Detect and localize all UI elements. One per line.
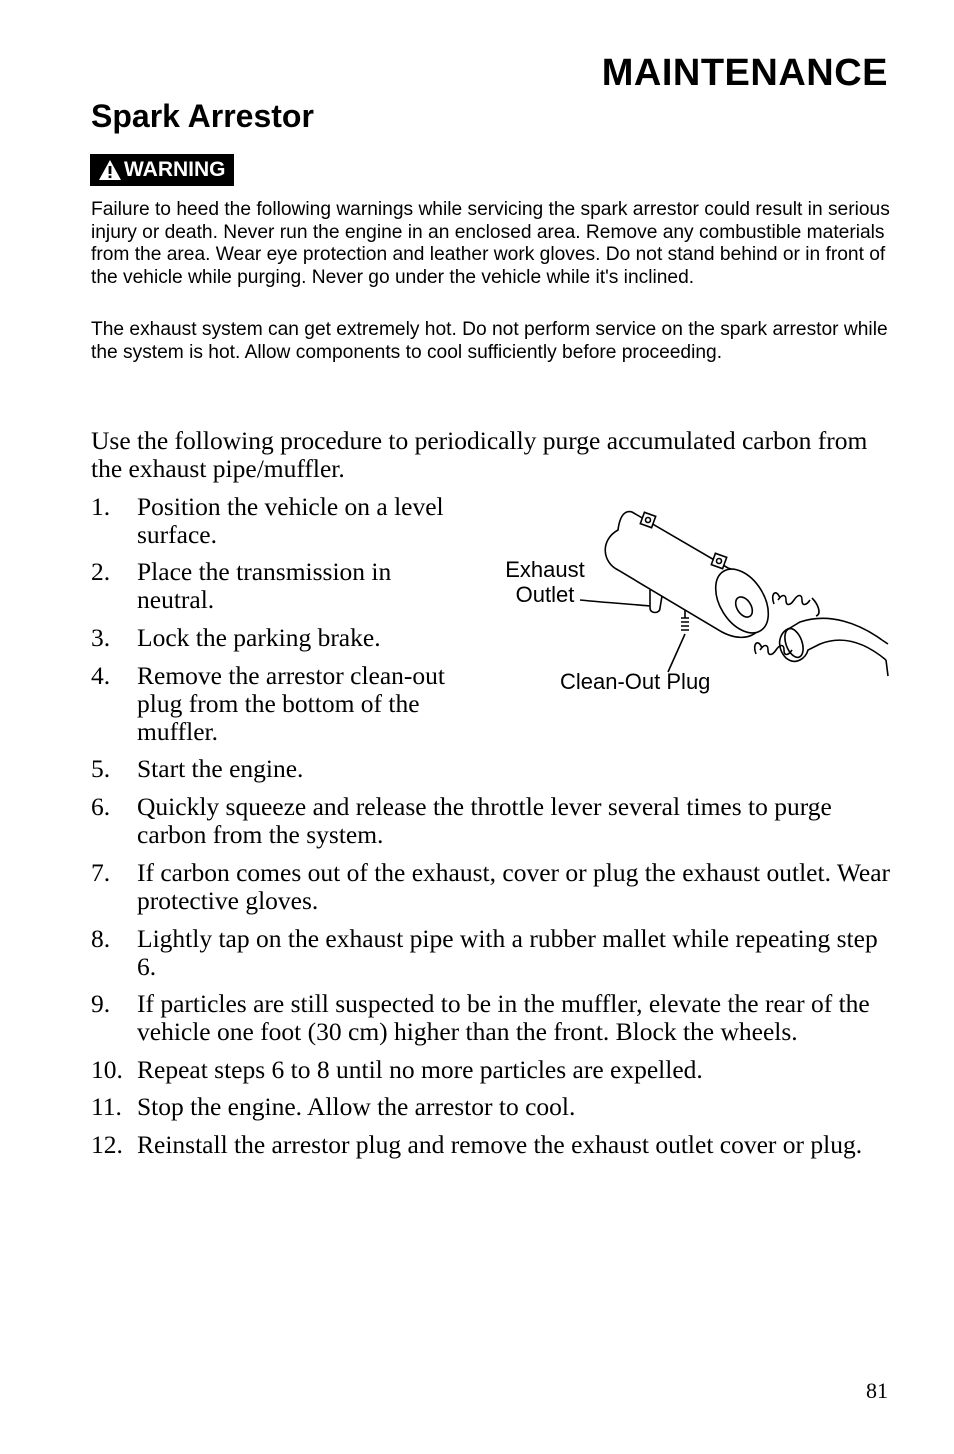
step-number: 9.	[91, 989, 111, 1018]
step-number: 6.	[91, 792, 111, 821]
step-text: Start the engine.	[137, 754, 304, 783]
step-number: 10.	[91, 1055, 123, 1084]
warning-label: WARNING	[124, 158, 226, 181]
step-number: 8.	[91, 924, 111, 953]
step-number: 5.	[91, 754, 111, 783]
section-header: MAINTENANCE	[601, 52, 888, 94]
step-text: Reinstall the arrestor plug and remove the exhaust outlet cover or plug.	[137, 1130, 863, 1159]
step-text: Place the transmission in neutral.	[137, 557, 392, 614]
step-number: 11.	[91, 1092, 122, 1121]
step-text: Lock the parking brake.	[137, 623, 381, 652]
step-number: 1.	[91, 492, 111, 521]
figure-label-clean-out-plug: Clean-Out Plug	[560, 669, 711, 694]
step-number: 2.	[91, 557, 111, 586]
intro-paragraph: Use the following procedure to periodically purge accumulated carbon from the exhaust pipe/muffler.	[91, 426, 868, 483]
step-number: 12.	[91, 1130, 123, 1159]
step-text: Remove the arrestor clean-out plug from the bottom of the muffler.	[137, 661, 445, 746]
step-number: 4.	[91, 661, 111, 690]
step-number: 7.	[91, 858, 111, 887]
figure-label-line: Exhaust	[505, 557, 585, 582]
page-number: 81	[866, 1378, 888, 1403]
step-text: If carbon comes out of the exhaust, cover or plug the exhaust outlet. Wear protective gloves.	[137, 858, 891, 915]
step-text: Lightly tap on the exhaust pipe with a rubber mallet while repeating step 6.	[137, 924, 878, 981]
figure-label-exhaust-outlet	[497, 557, 593, 607]
step-text: Repeat steps 6 to 8 until no more particles are expelled.	[137, 1055, 703, 1084]
figure-label-line: Outlet	[515, 582, 575, 607]
warning-triangle-icon	[98, 159, 122, 181]
step-text: If particles are still suspected to be in the muffler, elevate the rear of the vehicle one foot (30 cm) higher than the front. Block the wheels.	[137, 989, 870, 1046]
warning-badge	[90, 154, 234, 186]
step-text: Quickly squeeze and release the throttle lever several times to purge carbon from the system.	[137, 792, 832, 849]
warning-paragraph: Failure to heed the following warnings while servicing the spark arrestor could result in serious injury or death. Never run the engine in an enclosed area. Remove any combustible materials from the area. Wear eye protection and leather work gloves. Do not stand behind or in front of the vehicle while purging. Never go under the vehicle while it's inclined.	[91, 199, 890, 288]
step-number: 3.	[91, 623, 111, 652]
step-text: Stop the engine. Allow the arrestor to cool.	[137, 1092, 576, 1121]
warning-paragraph: The exhaust system can get extremely hot. Do not perform service on the spark arrestor while the system is hot. Allow components to cool sufficiently before proceeding.	[91, 319, 888, 363]
step-text: Position the vehicle on a level surface.	[137, 492, 444, 549]
page-title: Spark Arrestor	[91, 98, 314, 134]
